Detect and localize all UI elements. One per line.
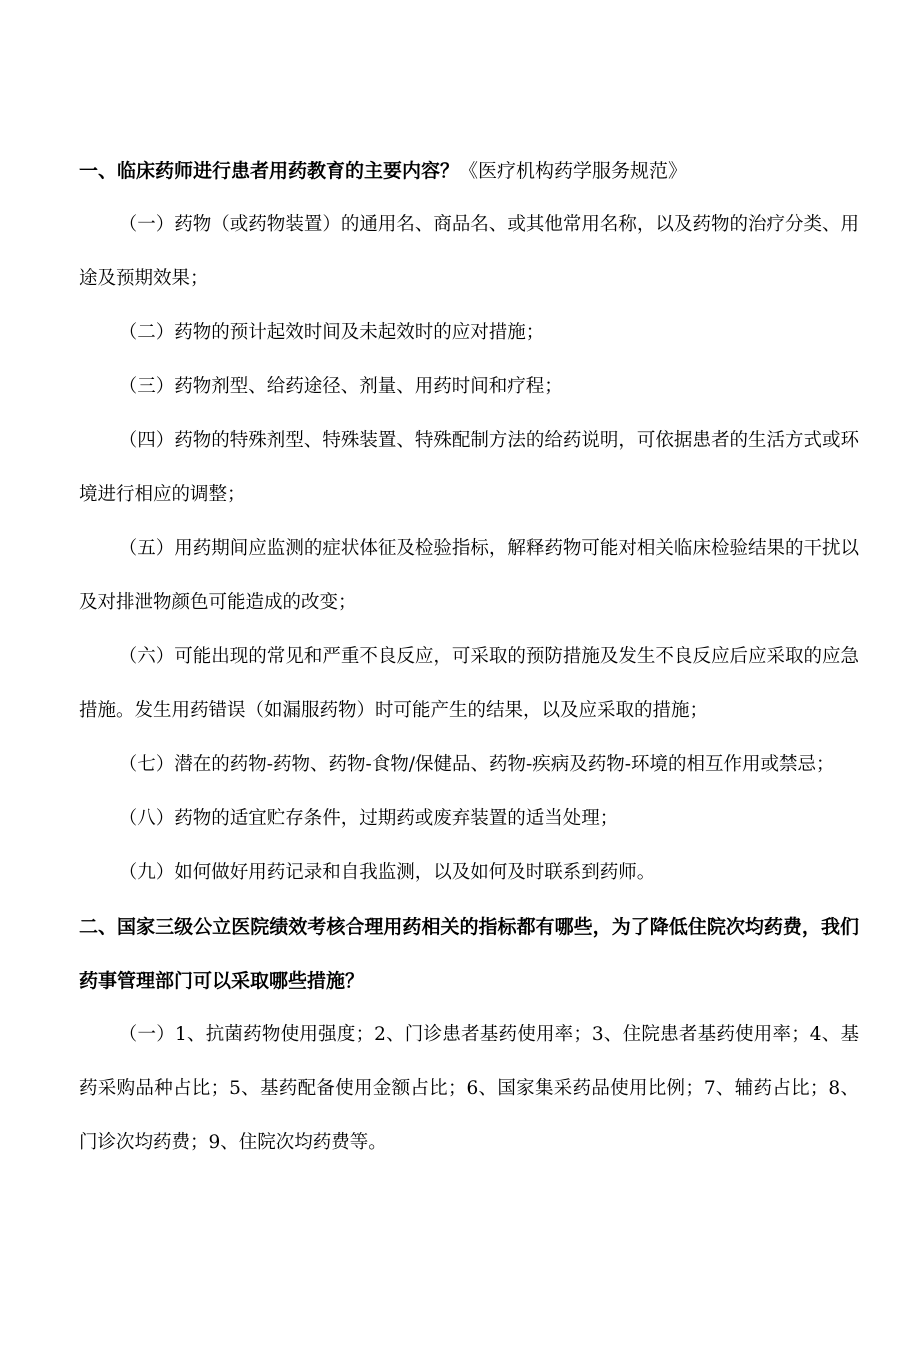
section-2-heading: 二、国家三级公立医院绩效考核合理用药相关的指标都有哪些，为了降低住院次均药费，我们药事管理部门可以采取哪些措施？: [79, 916, 859, 992]
section-1-item-8: （八）药物的适宜贮存条件，过期药或废弃装置的适当处理；: [118, 808, 619, 829]
section-1-heading: [79, 144, 859, 198]
section-1-item-1: （一）药物（或药物装置）的通用名、商品名、或其他常用名称，以及药物的治疗分类、用途及预期效果；: [79, 214, 859, 289]
section-1-item-7: （七）潜在的药物-药物、药物-食物/保健品、药物-疾病及药物-环境的相互作用或禁忌；: [118, 754, 835, 775]
section-2-item-1: （一）1、抗菌药物使用强度；2、门诊患者基药使用率；3、住院患者基药使用率；4、基药采购品种占比；5、基药配备使用金额占比；6、国家集采药品使用比例；7、辅药占比；8、门诊次均药费；9、住院次均药费等。: [79, 1024, 859, 1153]
section-1-item-2: （二）药物的预计起效时间及未起效时的应对措施；: [118, 322, 545, 343]
section-1-item-3: （三）药物剂型、给药途径、剂量、用药时间和疗程；: [118, 376, 563, 397]
section-1-item-5: （五）用药期间应监测的症状体征及检验指标，解释药物可能对相关临床检验结果的干扰以及对排泄物颜色可能造成的改变；: [79, 538, 859, 613]
section-1-heading-text: 一、临床药师进行患者用药教育的主要内容？: [79, 160, 460, 182]
document-body: [79, 144, 859, 1170]
section-1-reference: 《医疗机构药学服务规范》: [459, 160, 688, 182]
section-1-item-6: （六）可能出现的常见和严重不良反应，可采取的预防措施及发生不良反应后应采取的应急措施。发生用药错误（如漏服药物）时可能产生的结果，以及应采取的措施；: [79, 646, 859, 721]
section-1-item-4: （四）药物的特殊剂型、特殊装置、特殊配制方法的给药说明，可依据患者的生活方式或环境进行相应的调整；: [79, 430, 859, 505]
section-1-item-9: （九）如何做好用药记录和自我监测，以及如何及时联系到药师。: [118, 862, 656, 883]
